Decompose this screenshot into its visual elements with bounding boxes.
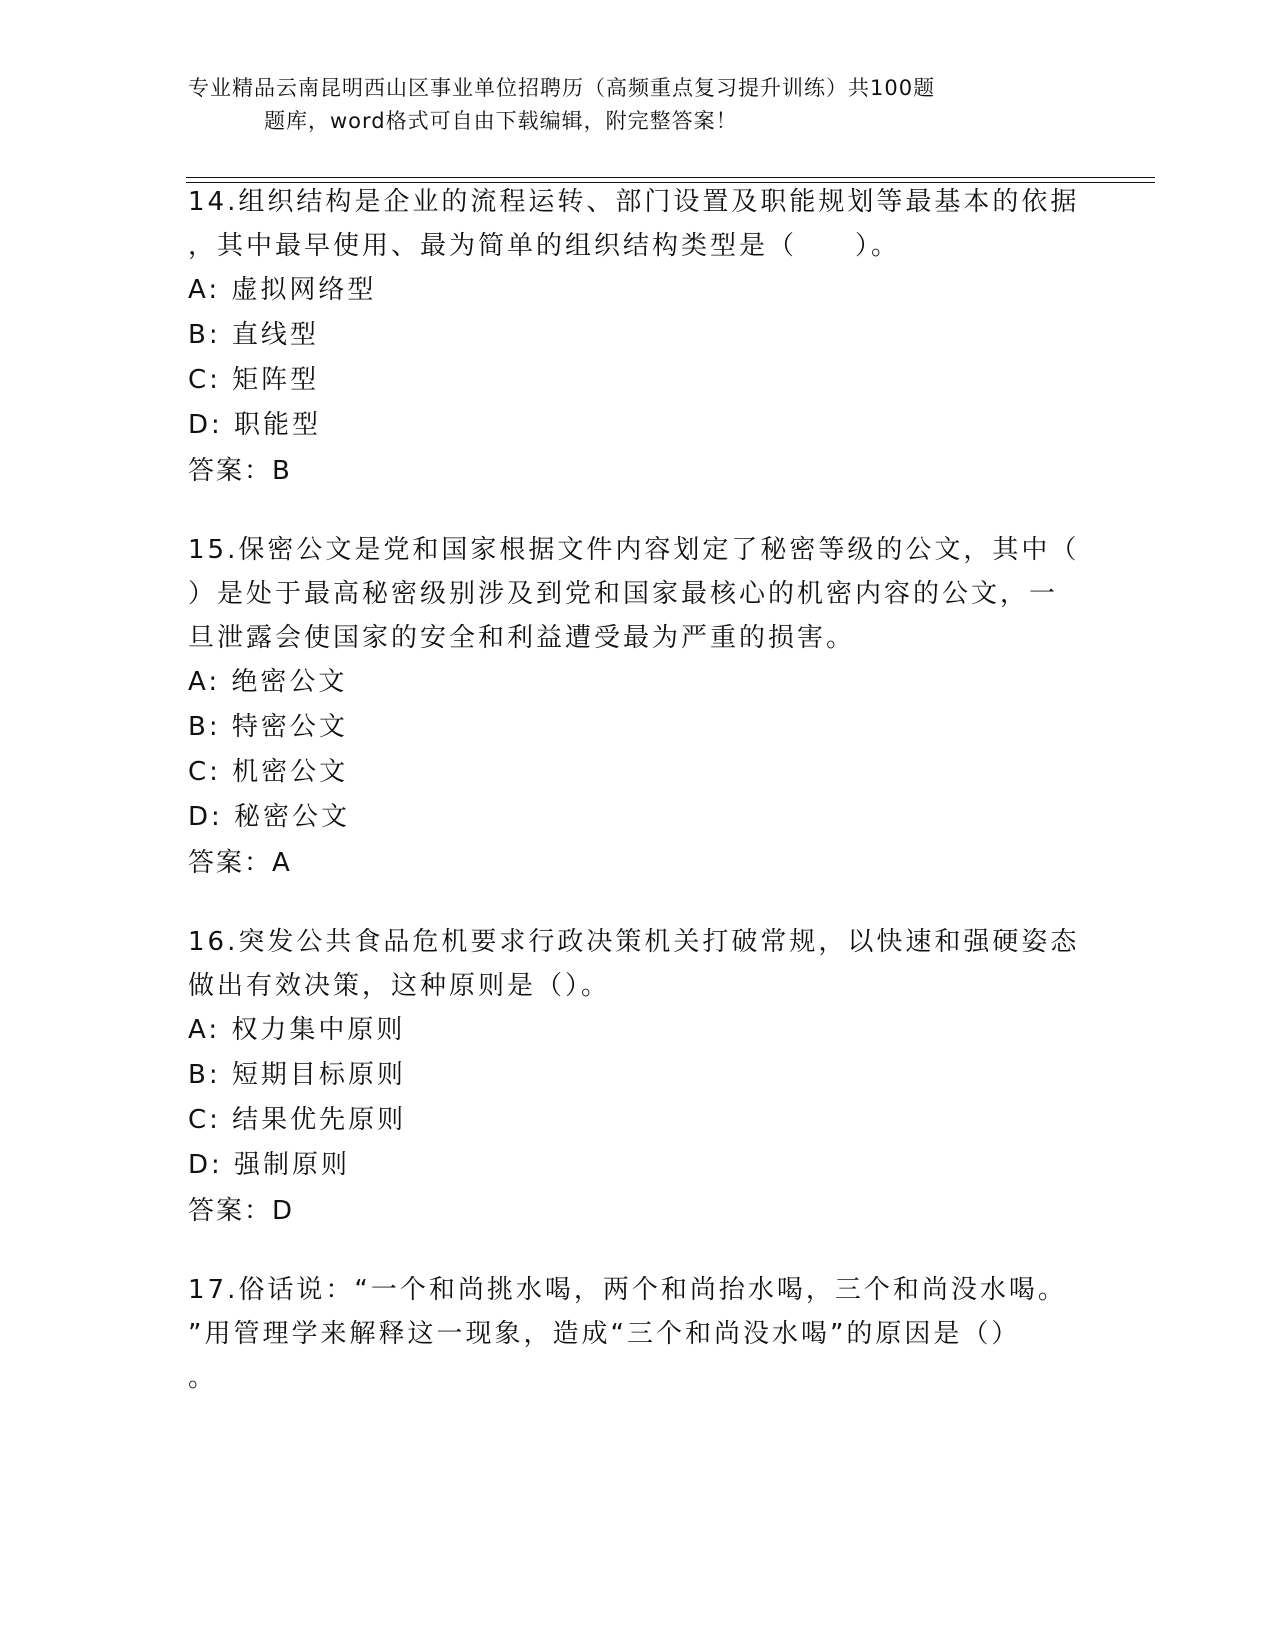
answer-label: 答案： [188,1196,273,1226]
stem-line: 17.俗话说：“一个和尚挑水喝，两个和尚抬水喝，三个和尚没水喝。 [188,1275,1067,1305]
answer-value: B [272,456,292,486]
stem-line: 15.保密公文是党和国家根据文件内容划定了秘密等级的公文，其中（ [188,535,1080,565]
stem-line: ，其中最早使用、最为简单的组织结构类型是（ ）。 [188,231,901,261]
option-b: B: 直线型 [188,320,319,350]
stem-line: ）是处于最高秘密级别涉及到党和国家最核心的机密内容的公文，一 [188,579,1059,609]
answer-value: A [272,848,292,878]
answer-label: 答案： [188,848,273,878]
option-a: A: 虚拟网络型 [188,275,377,305]
option-a: A: 绝密公文 [188,667,348,697]
option-c: C: 结果优先原则 [188,1105,407,1135]
header-line-2: 题库，word格式可自由下载编辑，附完整答案！ [264,109,738,133]
question-14 [188,180,1080,494]
option-b: B: 特密公文 [188,712,348,742]
document-header [188,72,1048,138]
question-stem [188,180,1080,268]
option-c: C: 矩阵型 [188,365,320,395]
option-d: D: 职能型 [188,410,322,440]
option-a: A: 权力集中原则 [188,1015,406,1045]
header-line-1: 专业精品云南昆明西山区事业单位招聘历（高频重点复习提升训练）共100题 [188,76,936,100]
question-stem [188,920,1080,1008]
stem-line: 做出有效决策，这种原则是（）。 [188,971,611,1001]
answer [188,1188,1068,1234]
answer-label: 答案： [188,456,273,486]
stem-line: 16.突发公共食品危机要求行政决策机关打破常规，以快速和强硬姿态 [188,927,1080,957]
stem-line: ”用管理学来解释这一现象，造成“三个和尚没水喝”的原因是（） [188,1319,1021,1349]
stem-line: 旦泄露会使国家的安全和利益遭受最为严重的损害。 [188,623,856,653]
answer [188,840,1068,886]
stem-line: 14.组织结构是企业的流程运转、部门设置及职能规划等最基本的依据 [188,187,1080,217]
option-c: C: 机密公文 [188,757,349,787]
question-stem [188,1268,1068,1400]
question-16 [188,920,1080,1234]
option-b: B: 短期目标原则 [188,1060,406,1090]
stem-line: 。 [188,1363,218,1393]
option-d: D: 秘密公文 [188,802,351,832]
answer [188,448,1068,494]
option-d: D: 强制原则 [188,1150,351,1180]
question-17 [188,1268,1068,1400]
answer-value: D [272,1196,295,1226]
question-stem [188,528,1080,660]
question-15 [188,528,1080,886]
header-divider-top [186,177,1155,178]
